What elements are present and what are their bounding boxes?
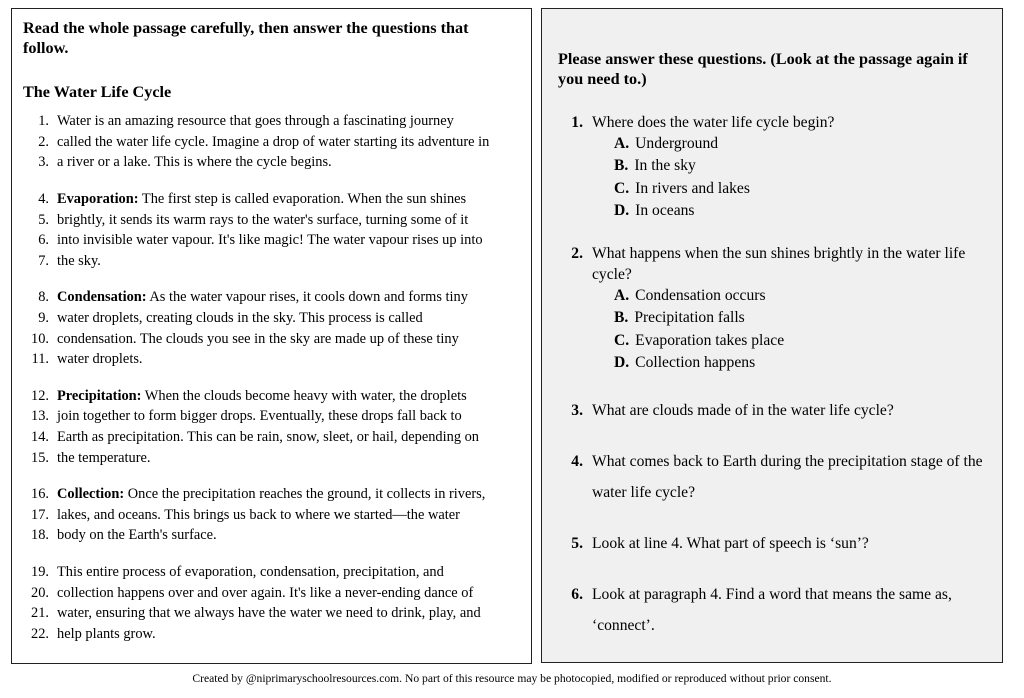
passage-line-text: Water is an amazing resource that goes through a fascinating journey: [57, 113, 454, 130]
question-text: Where does the water life cycle begin?: [592, 113, 835, 131]
passage-line-lead: Evaporation:: [57, 191, 139, 208]
passage-line: [23, 525, 517, 546]
option-text: In the sky: [634, 157, 696, 175]
passage-line-number: 10.: [31, 330, 49, 347]
passage-line-number: 17.: [31, 506, 49, 523]
footer-credit: Created by @niprimaryschoolresources.com. No part of this resource may be photocopied, modified or reproduced without prior consent.: [192, 672, 832, 685]
passage-line: [23, 562, 517, 583]
passage-line-body: When the clouds become heavy with water, the droplets: [141, 387, 467, 404]
passage-line: [23, 111, 517, 132]
passage-line-number: 16.: [31, 486, 49, 503]
question-block: [558, 243, 988, 375]
passage-line: [23, 329, 517, 350]
option-letter: D.: [614, 202, 630, 220]
passage-line: [23, 603, 517, 624]
questions-list: [558, 112, 988, 641]
passage-line-text: condensation. The clouds you see in the sky are made up of these tiny: [57, 330, 459, 347]
answer-option[interactable]: [614, 307, 988, 330]
passage-line-text: Earth as precipitation. This can be rain, snow, sleet, or hail, depending on: [57, 428, 480, 445]
passage-line-text: called the water life cycle. Imagine a drop of water starting its adventure in: [57, 133, 490, 150]
option-letter: A.: [614, 286, 630, 304]
question-text: Look at paragraph 4. Find a word that means the same as, ‘connect’.: [592, 585, 952, 634]
answer-option[interactable]: [614, 285, 988, 308]
passage-line: [23, 251, 517, 272]
question-item: [558, 579, 988, 641]
passage-body: [23, 111, 517, 644]
answer-option[interactable]: [614, 155, 988, 178]
passage-line-lead: Condensation:: [57, 289, 147, 306]
passage-paragraph: [23, 484, 517, 546]
question-block: [558, 395, 988, 426]
passage-line-number: 14.: [31, 428, 49, 445]
question-number: 3.: [571, 401, 583, 419]
passage-line: [23, 386, 517, 407]
passage-line-body: Once the precipitation reaches the ground, it collects in rivers,: [124, 486, 486, 503]
passage-line-text: This entire process of evaporation, condensation, precipitation, and: [57, 563, 444, 580]
passage-line-number: 12.: [31, 387, 49, 404]
passage-line-text: the temperature.: [57, 449, 151, 466]
passage-title: The Water Life Cycle: [23, 82, 172, 101]
passage-line-text: [57, 484, 517, 505]
passage-line: [23, 349, 517, 370]
passage-line: [23, 448, 517, 469]
passage-paragraph: [23, 562, 517, 644]
passage-line: [23, 132, 517, 153]
passage-line-text: into invisible water vapour. It's like magic! The water vapour rises up into: [57, 232, 483, 249]
passage-line: [23, 583, 517, 604]
passage-line-number: 18.: [31, 527, 49, 544]
passage-line-body: The first step is called evaporation. When the sun shines: [138, 191, 467, 208]
option-text: In oceans: [635, 202, 695, 220]
question-number: 4.: [571, 452, 583, 470]
answer-option[interactable]: [614, 352, 988, 375]
passage-line: [23, 210, 517, 231]
passage-line-number: 1.: [38, 113, 49, 130]
option-letter: B.: [614, 309, 629, 327]
passage-line-text: water droplets, creating clouds in the sky. This process is called: [57, 310, 423, 326]
passage-panel: [11, 8, 532, 664]
passage-line-number: 21.: [31, 605, 49, 622]
passage-line-text: [57, 287, 517, 308]
option-text: Condensation occurs: [635, 286, 766, 304]
answer-options: [558, 133, 988, 223]
passage-line: [23, 406, 517, 427]
passage-instruction: Read the whole passage carefully, then answer the questions that follow.: [23, 19, 469, 58]
passage-line: [23, 287, 517, 308]
passage-line-text: the sky.: [57, 252, 101, 269]
option-text: Evaporation takes place: [635, 331, 785, 349]
question-number: 2.: [571, 244, 583, 262]
question-item: [558, 528, 988, 559]
answer-option[interactable]: [614, 330, 988, 353]
passage-line: [23, 230, 517, 251]
question-item: [558, 395, 988, 426]
passage-line-lead: Collection:: [57, 486, 125, 503]
passage-line-lead: Precipitation:: [57, 387, 142, 404]
option-text: Precipitation falls: [634, 309, 745, 327]
question-block: [558, 528, 988, 559]
passage-line-text: join together to form bigger drops. Eventually, these drops fall back to: [57, 408, 462, 425]
passage-line-number: 5.: [38, 211, 49, 228]
passage-line-number: 9.: [38, 310, 49, 326]
question-text: Look at line 4. What part of speech is ‘sun’?: [592, 534, 869, 552]
question-number: 5.: [571, 534, 583, 552]
question-block: [558, 112, 988, 223]
passage-line-number: 3.: [38, 154, 49, 171]
question-item: [558, 112, 988, 133]
passage-line-number: 11.: [31, 351, 49, 368]
passage-line-text: brightly, it sends its warm rays to the water's surface, turning some of it: [57, 211, 469, 228]
question-number: 1.: [571, 113, 583, 131]
passage-line-number: 4.: [38, 191, 49, 208]
question-text: What are clouds made of in the water life cycle?: [592, 401, 894, 419]
passage-line-text: water, ensuring that we always have the water we need to drink, play, and: [57, 605, 481, 622]
question-item: [558, 446, 988, 508]
option-letter: A.: [614, 134, 630, 152]
passage-line-text: body on the Earth's surface.: [57, 527, 217, 544]
passage-line-number: 8.: [38, 289, 49, 306]
passage-paragraph: [23, 111, 517, 173]
question-text: What happens when the sun shines brightly in the water life cycle?: [592, 244, 966, 283]
option-text: Underground: [635, 134, 719, 152]
passage-line-text: collection happens over and over again. It's like a never-ending dance of: [57, 584, 474, 601]
passage-line: [23, 189, 517, 210]
option-text: In rivers and lakes: [635, 179, 750, 197]
option-letter: C.: [614, 331, 630, 349]
passage-line-text: water droplets.: [57, 351, 143, 368]
passage-line-number: 6.: [38, 232, 49, 249]
questions-panel: [541, 8, 1003, 663]
passage-line: [23, 624, 517, 645]
passage-line: [23, 484, 517, 505]
option-letter: D.: [614, 354, 630, 372]
passage-line-number: 7.: [38, 252, 49, 269]
passage-line: [23, 505, 517, 526]
passage-line-text: help plants grow.: [57, 625, 156, 642]
answer-option[interactable]: [614, 133, 988, 156]
option-letter: B.: [614, 157, 629, 175]
answer-options: [558, 285, 988, 375]
question-block: [558, 579, 988, 641]
question-number: 6.: [571, 585, 583, 603]
passage-line-number: 13.: [31, 408, 49, 425]
answer-option[interactable]: [614, 200, 988, 223]
option-text: Collection happens: [635, 354, 756, 372]
passage-line: [23, 152, 517, 173]
passage-line: [23, 308, 517, 329]
passage-line: [23, 427, 517, 448]
passage-line-text: [57, 386, 517, 407]
passage-line-number: 22.: [31, 625, 49, 642]
passage-paragraph: [23, 287, 517, 369]
question-text: What comes back to Earth during the precipitation stage of the water life cycle?: [592, 452, 983, 501]
passage-line-text: lakes, and oceans. This brings us back to where we started—the water: [57, 506, 460, 523]
passage-paragraph: [23, 386, 517, 468]
passage-line-text: [57, 189, 517, 210]
questions-instruction: Please answer these questions. (Look at the passage again if you need to.): [558, 50, 968, 89]
passage-line-number: 20.: [31, 584, 49, 601]
passage-line-body: As the water vapour rises, it cools down and forms tiny: [146, 289, 468, 306]
question-block: [558, 446, 988, 508]
passage-line-text: a river or a lake. This is where the cycle begins.: [57, 154, 332, 171]
question-item: [558, 243, 988, 285]
passage-line-number: 19.: [31, 563, 49, 580]
passage-line-number: 15.: [31, 449, 49, 466]
passage-line-number: 2.: [38, 133, 49, 150]
option-letter: C.: [614, 179, 630, 197]
answer-option[interactable]: [614, 178, 988, 201]
passage-paragraph: [23, 189, 517, 271]
